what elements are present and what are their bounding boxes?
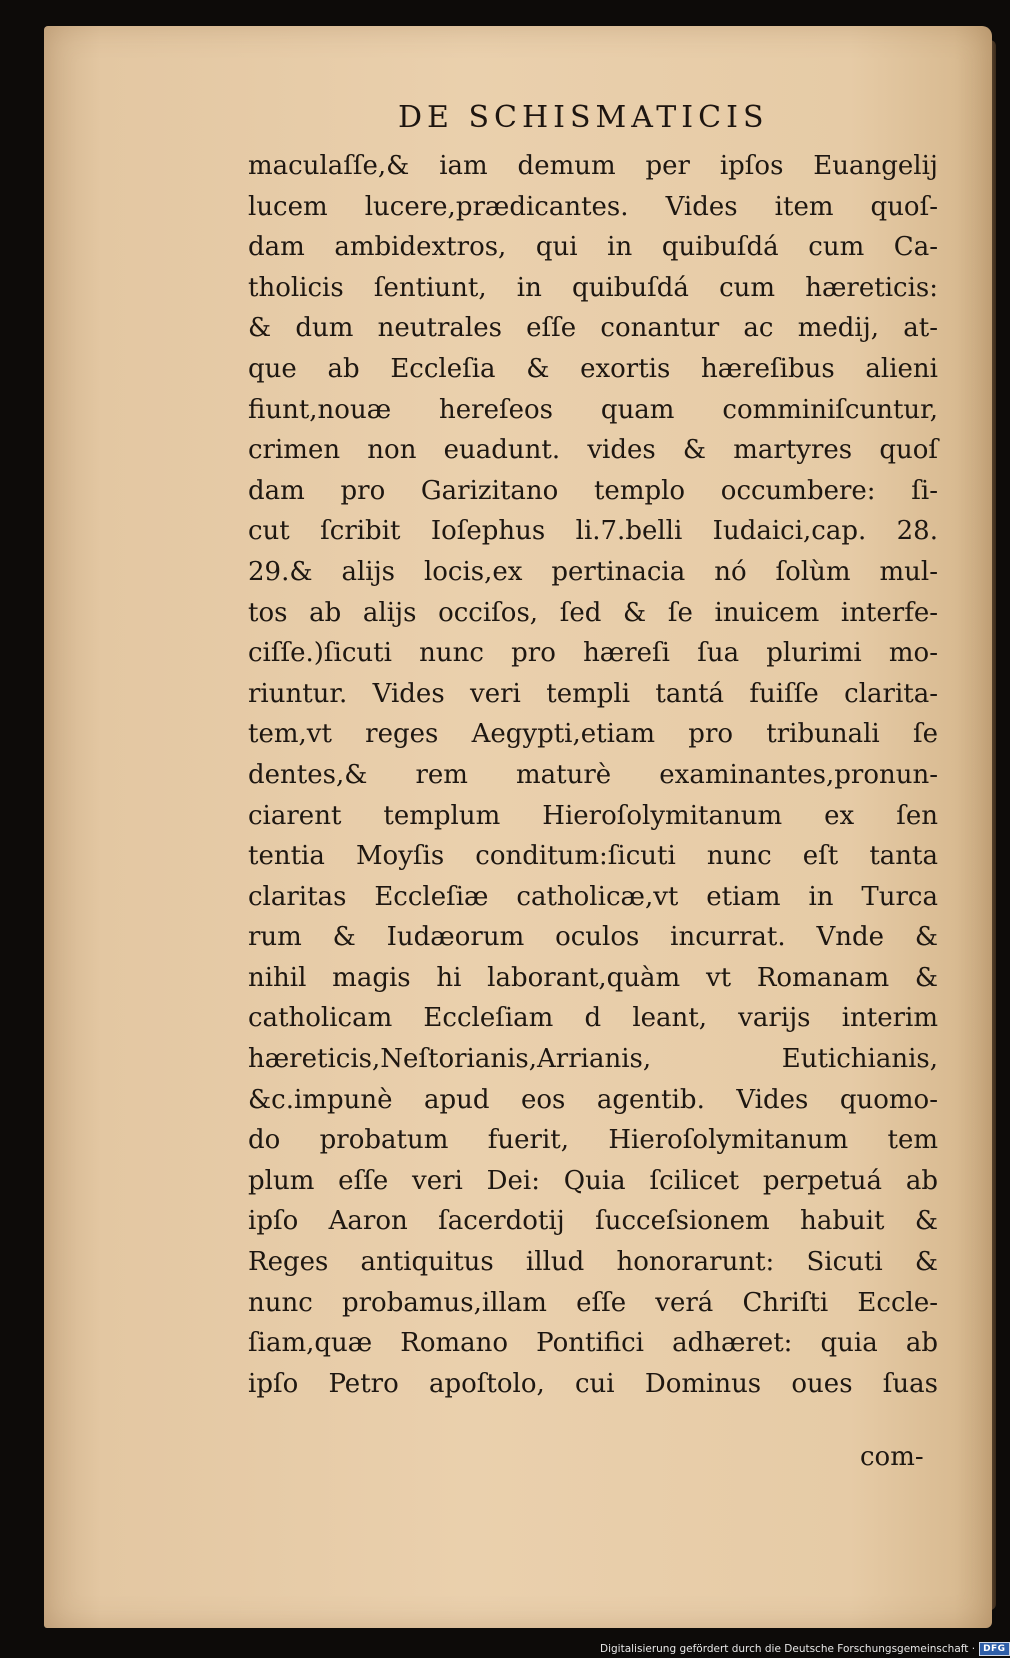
text-line: dam pro Garizitano templo occumbere: ſi- bbox=[248, 475, 938, 506]
text-line: dentes,& rem maturè examinantes,pronun- bbox=[248, 759, 938, 790]
text-line: dam ambidextros, qui in quibuſdá cum Ca- bbox=[248, 232, 938, 263]
text-line: ciſſe.)ſicuti nunc pro hæreſi ſua plurimi mo- bbox=[248, 638, 938, 669]
text-line: tem,vt reges Aegypti,etiam pro tribunali ſe bbox=[248, 719, 938, 750]
credit-text: Digitalisierung gefördert durch die Deutsche Forschungsgemeinschaft · bbox=[600, 1643, 976, 1655]
text-line: tentia Moyſis conditum:ſicuti nunc eſt tanta bbox=[248, 841, 938, 872]
text-line: crimen non euadunt. vides & martyres quoſ bbox=[248, 435, 938, 466]
text-line: Reges antiquitus illud honorarunt: Sicuti & bbox=[248, 1247, 938, 1278]
text-line: ipſo Petro apoſtolo, cui Dominus oues ſuas bbox=[248, 1368, 938, 1399]
text-line: plum eſſe veri Dei: Quia ſcilicet perpetuá ab bbox=[248, 1165, 938, 1196]
text-block bbox=[248, 146, 938, 1404]
text-line: ſiam,quæ Romano Pontifici adhæret: quia ab bbox=[248, 1328, 938, 1359]
text-line: ciarent templum Hieroſolymitanum ex ſen bbox=[248, 800, 938, 831]
text-line: 29.& alijs locis,ex pertinacia nó ſolùm mul- bbox=[248, 556, 938, 587]
text-line: rum & Iudæorum oculos incurrat. Vnde & bbox=[248, 922, 938, 953]
text-line: nunc probamus,illam eſſe verá Chriſti Eccle- bbox=[248, 1287, 938, 1318]
running-head: DE SCHISMATICIS bbox=[398, 100, 769, 135]
text-line: hæreticis,Neſtorianis,Arrianis, Eutichianis, bbox=[248, 1044, 938, 1075]
text-line: do probatum fuerit, Hieroſolymitanum tem bbox=[248, 1125, 938, 1156]
text-line: cut ſcribit Ioſephus li.7.belli Iudaici,cap. 28. bbox=[248, 516, 938, 547]
text-line: tholicis ſentiunt, in quibuſdá cum hæreticis: bbox=[248, 272, 938, 303]
text-line: lucem lucere,prædicantes. Vides item quoſ- bbox=[248, 191, 938, 222]
text-line: maculaſſe,& iam demum per ipſos Euangelij bbox=[248, 151, 938, 181]
text-line: fiunt,nouæ hereſeos quam comminiſcuntur, bbox=[248, 394, 938, 425]
text-line: &c.impunè apud eos agentib. Vides quomo- bbox=[248, 1084, 938, 1115]
text-line: que ab Eccleſia & exortis hæreſibus alieni bbox=[248, 353, 938, 384]
text-line: & dum neutrales eſſe conantur ac medij, at- bbox=[248, 313, 938, 344]
text-line: catholicam Eccleſiam d leant, varijs interim bbox=[248, 1003, 938, 1034]
text-line: riuntur. Vides veri templi tantá fuiſſe clarita- bbox=[248, 678, 938, 709]
dfg-logo-icon: DFG bbox=[979, 1642, 1010, 1656]
text-line: nihil magis hi laborant,quàm vt Romanam & bbox=[248, 962, 938, 993]
digitization-credit bbox=[600, 1640, 1010, 1658]
catchword: com- bbox=[860, 1442, 924, 1472]
text-line: tos ab alijs occiſos, ſed & ſe inuicem interfe- bbox=[248, 597, 938, 628]
text-line: ipſo Aaron ſacerdotij ſucceſsionem habuit & bbox=[248, 1206, 938, 1237]
text-line: claritas Eccleſiæ catholicæ,vt etiam in Turca bbox=[248, 881, 938, 912]
